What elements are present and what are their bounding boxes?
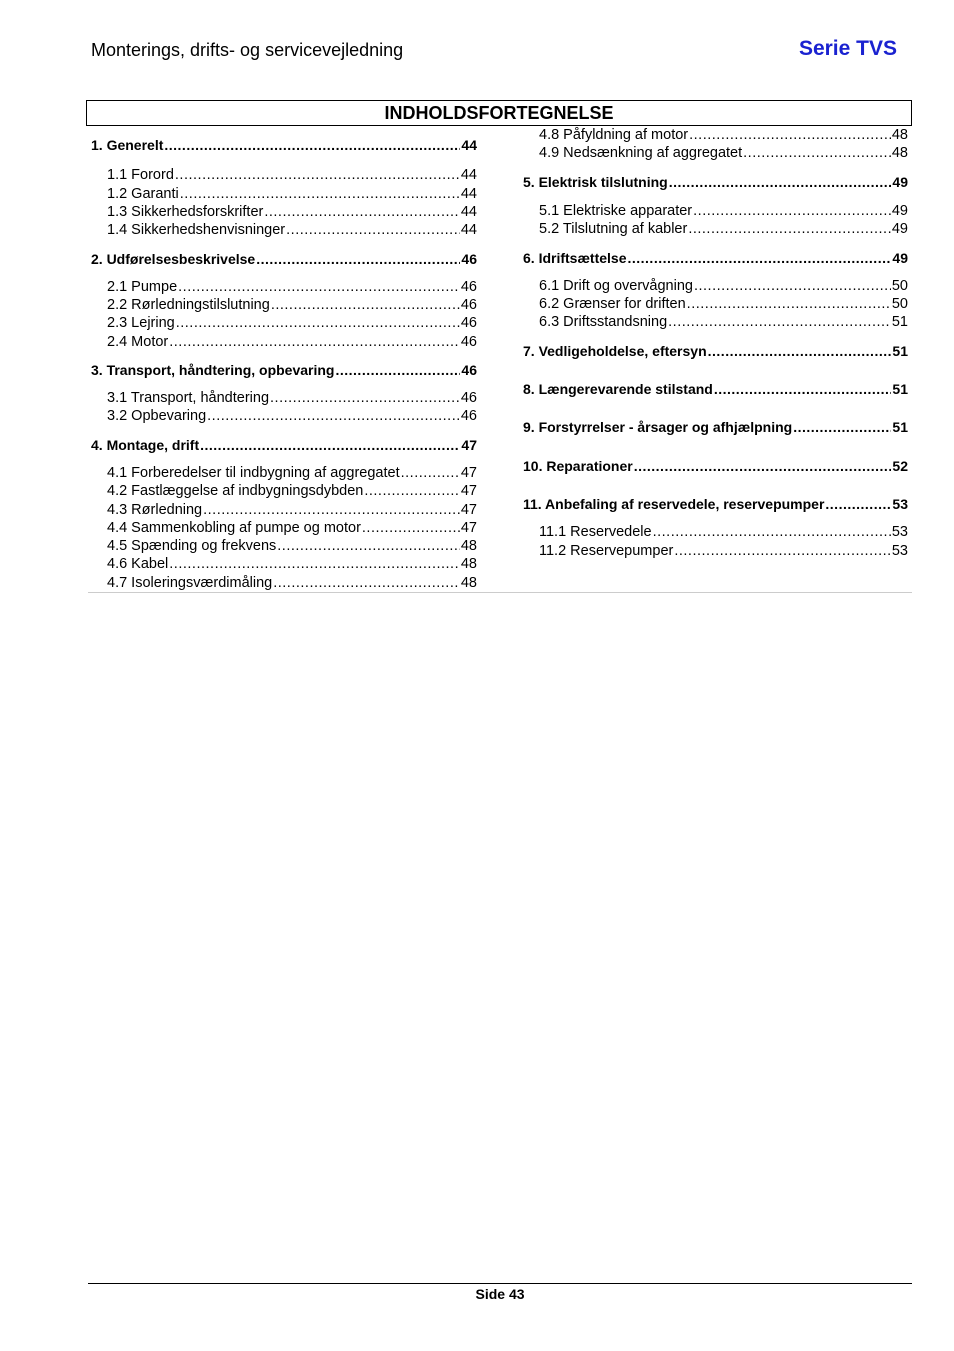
toc-subsection-entry [91, 220, 477, 238]
toc-entry-label: 4.8 Påfyldning af motor [539, 127, 689, 143]
toc-entry-label: 4.1 Forberedelser til indbygning af aggregatet [107, 465, 400, 481]
toc-subsection-entry [91, 500, 477, 518]
toc-dot-leader [273, 575, 460, 591]
toc-dot-leader [793, 419, 891, 435]
toc-entry-label: 7. Vedligeholdelse, eftersyn [523, 343, 707, 359]
toc-section-entry [523, 341, 908, 359]
toc-section-entry [91, 435, 477, 453]
toc-dot-leader [825, 496, 891, 512]
toc-dot-leader [175, 167, 460, 183]
toc-dot-leader [364, 483, 460, 499]
toc-entry-label: 5.2 Tilslutning af kabler [539, 221, 688, 237]
toc-subsection-entry [91, 573, 477, 591]
toc-entry-label: 1.1 Forord [107, 167, 174, 183]
toc-entry-label: 4.6 Kabel [107, 556, 169, 572]
toc-dot-leader [178, 279, 460, 295]
toc-dot-leader [687, 296, 891, 312]
toc-section-entry [523, 379, 908, 397]
toc-entry-label: 3.1 Transport, håndtering [107, 390, 270, 406]
toc-entry-label: 4.7 Isoleringsværdimåling [107, 575, 273, 591]
toc-entry-page: 51 [892, 419, 908, 435]
toc-entry-label: 2. Udførelsesbeskrivelse [91, 251, 256, 267]
toc-entry-label: 2.1 Pumpe [107, 279, 178, 295]
toc-subsection-entry [523, 219, 908, 237]
toc-entry-label: 4.9 Nedsænkning af aggregatet [539, 145, 743, 161]
toc-subsection-entry [523, 312, 908, 330]
footer-page-number: Side 43 [475, 1286, 525, 1302]
toc-dot-leader [743, 145, 891, 161]
toc-dot-leader [627, 250, 891, 266]
toc-entry-label: 6.3 Driftsstandsning [539, 314, 668, 330]
toc-entry-label: 6.2 Grænser for driften [539, 296, 686, 312]
toc-entry-page: 50 [891, 278, 908, 294]
toc-subsection-entry [523, 201, 908, 219]
toc-subsection-entry [91, 332, 477, 350]
toc-entry-page: 46 [461, 251, 477, 267]
toc-section-entry [91, 135, 477, 153]
toc-entry-page: 46 [460, 334, 477, 350]
toc-entry-page: 48 [460, 556, 477, 572]
toc-dot-leader [653, 524, 891, 540]
toc-subsection-entry [91, 554, 477, 572]
toc-entry-label: 3. Transport, håndtering, opbevaring [91, 362, 335, 378]
toc-dot-leader [335, 362, 460, 378]
toc-subsection-entry [91, 481, 477, 499]
toc-dot-leader [176, 315, 460, 331]
toc-entry-page: 46 [460, 297, 477, 313]
toc-entry-page: 47 [460, 520, 477, 536]
toc-title: INDHOLDSFORTEGNELSE [384, 103, 614, 123]
toc-entry-page: 47 [460, 465, 477, 481]
toc-entry-page: 53 [891, 524, 908, 540]
toc-subsection-entry [91, 165, 477, 183]
toc-entry-page: 44 [460, 186, 477, 202]
toc-entry-page: 46 [460, 408, 477, 424]
toc-dot-leader [668, 314, 891, 330]
toc-subsection-entry [523, 522, 908, 540]
toc-section-entry [523, 494, 908, 512]
toc-entry-page: 49 [892, 174, 908, 190]
toc-entry-label: 9. Forstyrrelser - årsager og afhjælpning [523, 419, 793, 435]
toc-entry-label: 4.3 Rørledning [107, 502, 203, 518]
toc-entry-page: 49 [891, 221, 908, 237]
toc-dot-leader [203, 502, 460, 518]
page-header-right: Serie TVS [798, 37, 897, 60]
toc-subsection-entry [91, 184, 477, 202]
toc-dot-leader [694, 278, 891, 294]
toc-subsection-entry [91, 518, 477, 536]
toc-subsection-entry [91, 277, 477, 295]
toc-entry-page: 52 [892, 458, 908, 474]
toc-subsection-entry [91, 388, 477, 406]
toc-dot-leader [169, 334, 460, 350]
toc-entry-label: 11. Anbefaling af reservedele, reservepumper [523, 496, 825, 512]
toc-section-entry [523, 248, 908, 266]
toc-subsection-entry [523, 276, 908, 294]
toc-entry-page: 51 [892, 381, 908, 397]
toc-entry-page: 46 [461, 362, 477, 378]
toc-subsection-entry [91, 536, 477, 554]
toc-entry-label: 1.2 Garanti [107, 186, 179, 202]
toc-entry-page: 51 [891, 314, 908, 330]
toc-section-entry [91, 249, 477, 267]
page-header-left: Monterings, drifts- og servicevejledning [91, 40, 404, 60]
toc-dot-leader [277, 538, 460, 554]
toc-subsection-entry [91, 406, 477, 424]
toc-dot-leader [674, 543, 891, 559]
toc-entry-label: 4.2 Fastlæggelse af indbygningsdybden [107, 483, 364, 499]
toc-entry-label: 10. Reparationer [523, 458, 633, 474]
toc-subsection-entry [523, 294, 908, 312]
toc-section-entry [91, 360, 477, 378]
toc-dot-leader [264, 204, 460, 220]
toc-dot-leader [688, 221, 891, 237]
toc-entry-label: 8. Længerevarende stilstand [523, 381, 713, 397]
toc-entry-label: 2.2 Rørledningstilslutning [107, 297, 270, 313]
toc-entry-label: 2.3 Lejring [107, 315, 175, 331]
toc-entry-page: 46 [460, 279, 477, 295]
toc-subsection-entry [523, 125, 908, 143]
toc-entry-label: 2.4 Motor [107, 334, 169, 350]
toc-dot-leader [401, 465, 460, 481]
toc-entry-page: 49 [892, 250, 908, 266]
toc-dot-leader [669, 174, 892, 190]
toc-entry-page: 48 [460, 575, 477, 591]
toc-dot-leader [256, 251, 460, 267]
toc-title-box [86, 100, 912, 126]
toc-entry-page: 48 [891, 127, 908, 143]
toc-dot-leader [286, 222, 460, 238]
toc-dot-leader [689, 127, 891, 143]
toc-bottom-rule [88, 592, 912, 593]
toc-entry-label: 3.2 Opbevaring [107, 408, 207, 424]
toc-dot-leader [180, 186, 460, 202]
toc-entry-page: 53 [891, 543, 908, 559]
toc-subsection-entry [91, 202, 477, 220]
toc-subsection-entry [91, 463, 477, 481]
toc-dot-leader [693, 203, 891, 219]
toc-entry-label: 1. Generelt [91, 137, 164, 153]
toc-entry-page: 46 [460, 390, 477, 406]
toc-entry-page: 50 [891, 296, 908, 312]
toc-dot-leader [362, 520, 460, 536]
toc-dot-leader [169, 556, 460, 572]
toc-entry-page: 47 [461, 437, 477, 453]
toc-subsection-entry [523, 143, 908, 161]
toc-entry-page: 51 [892, 343, 908, 359]
toc-dot-leader [200, 437, 460, 453]
toc-dot-leader [164, 137, 460, 153]
toc-entry-label: 4.4 Sammenkobling af pumpe og motor [107, 520, 361, 536]
toc-entry-page: 53 [892, 496, 908, 512]
toc-entry-page: 44 [461, 137, 477, 153]
toc-subsection-entry [91, 313, 477, 331]
toc-section-entry [523, 172, 908, 190]
toc-dot-leader [714, 381, 892, 397]
toc-entry-label: 11.1 Reservedele [539, 524, 652, 540]
toc-entry-page: 47 [460, 502, 477, 518]
toc-dot-leader [207, 408, 460, 424]
toc-entry-page: 44 [460, 222, 477, 238]
toc-entry-page: 49 [891, 203, 908, 219]
toc-entry-label: 4. Montage, drift [91, 437, 200, 453]
toc-dot-leader [634, 458, 892, 474]
toc-entry-page: 48 [891, 145, 908, 161]
toc-dot-leader [271, 297, 460, 313]
toc-entry-label: 6. Idriftsættelse [523, 250, 627, 266]
toc-dot-leader [708, 343, 892, 359]
toc-entry-label: 4.5 Spænding og frekvens [107, 538, 277, 554]
toc-entry-page: 44 [460, 167, 477, 183]
toc-entry-page: 44 [460, 204, 477, 220]
toc-entry-page: 46 [460, 315, 477, 331]
toc-section-entry [523, 417, 908, 435]
toc-entry-label: 11.2 Reservepumper [539, 543, 674, 559]
toc-entry-page: 47 [460, 483, 477, 499]
toc-entry-page: 48 [460, 538, 477, 554]
toc-subsection-entry [91, 295, 477, 313]
toc-dot-leader [270, 390, 460, 406]
toc-entry-label: 1.3 Sikkerhedsforskrifter [107, 204, 264, 220]
toc-section-entry [523, 456, 908, 474]
toc-subsection-entry [523, 541, 908, 559]
toc-entry-label: 5. Elektrisk tilslutning [523, 174, 668, 190]
toc-entry-label: 6.1 Drift og overvågning [539, 278, 693, 294]
toc-entry-label: 5.1 Elektriske apparater [539, 203, 693, 219]
footer-rule [88, 1283, 912, 1284]
toc-entry-label: 1.4 Sikkerhedshenvisninger [107, 222, 286, 238]
